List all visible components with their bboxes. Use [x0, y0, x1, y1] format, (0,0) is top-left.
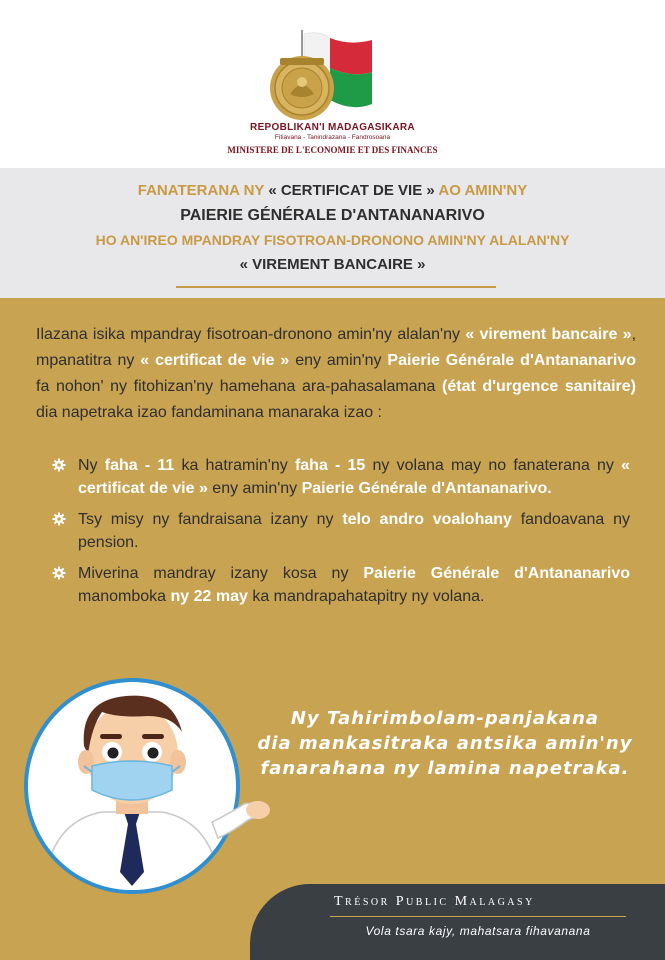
- ministry-name: MINISTERE DE L'ECONOMIE ET DES FINANCES: [227, 145, 438, 155]
- title-line-1-part-a: FANATERANA NY: [137, 182, 269, 199]
- bullet-text: Miverina mandray izany kosa ny: [78, 565, 364, 582]
- footer-slogan: Vola tsara kajy, mahatsara fihavanana: [365, 924, 591, 938]
- republic-name: REPOBLIKAN'I MADAGASIKARA: [250, 122, 415, 133]
- list-item: [50, 454, 630, 500]
- hand-icon: [246, 801, 270, 819]
- intro-text: , mpanatitra ny: [36, 326, 637, 369]
- title-band: [0, 168, 665, 298]
- intro-text: eny amin'ny: [289, 352, 388, 369]
- bullet-highlight: Paierie Générale d'Antananarivo.: [301, 480, 552, 497]
- list-item: [50, 508, 630, 554]
- closing-message: [250, 706, 640, 781]
- title-line-2: PAIERIE GÉNÉRALE D'ANTANANARIVO: [180, 207, 485, 224]
- intro-text: fa nohon' ny fitohizan'ny hamehana ara-pahasalamana: [36, 378, 443, 395]
- intro-highlight: (état d'urgence sanitaire): [442, 378, 636, 395]
- title-line-1: [0, 182, 665, 199]
- bullet-text: ka hatramin'ny: [174, 457, 295, 474]
- intro-highlight: « virement bancaire »: [465, 326, 632, 343]
- bullet-highlight: « certificat de vie »: [78, 457, 631, 497]
- title-line-1-part-c: AO AMIN'NY: [434, 182, 528, 199]
- gear-bullet-icon: [52, 566, 66, 580]
- closing-line: dia mankasitraka antsika amin'ny: [257, 733, 633, 754]
- bullet-list: [50, 454, 630, 616]
- bullet-highlight: Paierie Générale d'Antananarivo: [363, 565, 631, 582]
- bullet-text: ny volana may no fanaterana ny: [365, 457, 622, 474]
- masked-man-illustration: [22, 672, 272, 902]
- bullet-highlight: faha - 15: [294, 457, 366, 474]
- closing-line: Ny Tahirimbolam-panjakana: [290, 708, 600, 729]
- title-line-1-part-b: « CERTIFICAT DE VIE »: [268, 182, 435, 199]
- intro-text: Ilazana isika mpandray fisotroan-dronono amin'ny alalan'ny: [36, 326, 466, 343]
- intro-highlight: « certificat de vie »: [140, 352, 290, 369]
- footer-divider: [330, 916, 626, 917]
- bullet-text: fandoavana ny pension.: [78, 511, 631, 551]
- bullet-text: Ny: [78, 457, 105, 474]
- closing-line: fanarahana ny lamina napetraka.: [260, 758, 630, 779]
- intro-text: dia napetraka izao fandaminana manaraka izao :: [36, 404, 382, 421]
- bullet-text: ka mandrapahatapitry ny volana.: [247, 588, 485, 605]
- logo: [268, 28, 398, 124]
- gear-bullet-icon: [52, 458, 66, 472]
- gear-bullet-icon: [52, 512, 66, 526]
- bullet-highlight: telo andro voalohany: [342, 511, 512, 528]
- bullet-text: eny amin'ny: [207, 480, 302, 497]
- list-item: [50, 562, 630, 608]
- title-divider: [176, 286, 496, 288]
- face-mask-icon: [92, 761, 172, 800]
- bullet-highlight: ny 22 may: [170, 588, 248, 605]
- bullet-text: Tsy misy ny fandraisana izany ny: [78, 511, 343, 528]
- intro-paragraph: [36, 322, 636, 426]
- intro-highlight: Paierie Générale d'Antananarivo: [387, 352, 637, 369]
- emblem-icon: [270, 56, 334, 120]
- main-content: [0, 298, 665, 960]
- title-line-4: « VIREMENT BANCAIRE »: [239, 256, 426, 273]
- title-line-3: HO AN'IREO MPANDRAY FISOTROAN-DRONONO AMIN'NY ALALAN'NY: [95, 232, 570, 248]
- footer: [250, 884, 665, 960]
- bullet-text: manomboka: [78, 588, 171, 605]
- header: [0, 0, 665, 168]
- republic-motto: Fitiavana - Tanindrazana - Fandrosoana: [274, 134, 391, 141]
- bullet-highlight: faha - 11: [104, 457, 175, 474]
- footer-brand: Trésor Public Malagasy: [334, 894, 535, 909]
